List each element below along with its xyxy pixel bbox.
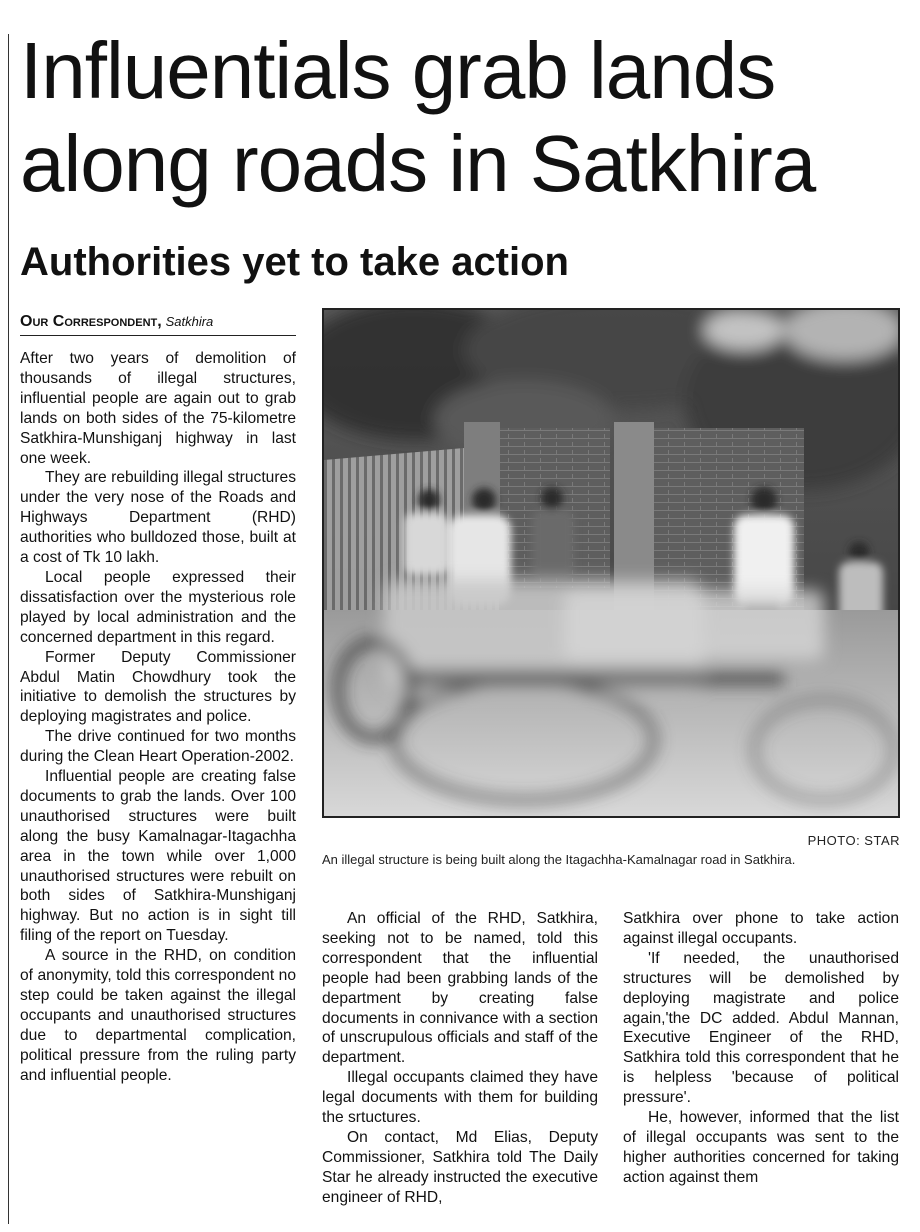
article-column-1 — [20, 349, 296, 1086]
subheadline: Authorities yet to take action — [20, 240, 569, 284]
byline-place: Satkhira — [165, 314, 214, 329]
photo-credit: PHOTO: STAR — [807, 833, 900, 848]
photo-caption: An illegal structure is being built along the Itagachha-Kamalnagar road in Satkhira. — [322, 852, 796, 867]
paragraph: The drive continued for two months during the Clean Heart Operation-2002. — [20, 728, 296, 766]
paragraph: Satkhira over phone to take action against illegal occupants. — [623, 910, 899, 947]
paragraph: Local people expressed their dissatisfaction over the mysterious role played by local administration and the concerned department in this regard. — [20, 568, 296, 646]
byline — [20, 312, 296, 336]
article-column-3 — [623, 909, 899, 1188]
news-photo — [322, 308, 900, 818]
paragraph: Influential people are creating false documents to grab the lands. Over 100 unauthorised structures were built along the busy Kamalnagar-Itagachha area in the town while over 1,000 unauthorised structures were rebuilt on both sides of Satkhira-Munshiganj highway. But no action is in sight till filing of the report on Tuesday. — [20, 768, 296, 945]
byline-name: Our Correspondent, — [20, 313, 162, 330]
article-column-2 — [322, 909, 598, 1208]
headline — [20, 24, 910, 210]
headline-line-1: Influentials grab lands — [20, 26, 776, 115]
paragraph: A source in the RHD, on condition of anonymity, told this correspondent no step could be taken against the illegal occupants and unauthorised structures due to departmental complication, political pressure from the ruling party and influential people. — [20, 947, 296, 1084]
paragraph: He, however, informed that the list of illegal occupants was sent to the higher authorities concerned for taking action against them — [623, 1109, 899, 1186]
paragraph: They are rebuilding illegal structures under the very nose of the Roads and Highways Department (RHD) authorities who bulldozed those, built at a cost of Tk 10 lakh. — [20, 469, 296, 567]
paragraph: Former Deputy Commissioner Abdul Matin Chowdhury took the initiative to demolish the structures by deploying magistrates and police. — [20, 648, 296, 726]
paragraph: Illegal occupants claimed they have legal documents with them for building the srtuctures. — [322, 1069, 598, 1127]
paragraph: On contact, Md Elias, Deputy Commissioner, Satkhira told The Daily Star he already instructed the executive engineer of RHD, — [322, 1128, 598, 1206]
paragraph: An official of the RHD, Satkhira, seeking not to be named, told this correspondent that the influential people had been grabbing lands of the department by creating false documents in connivance with a section of unscrupulous officials and staff of the department. — [322, 910, 598, 1067]
paragraph: 'If needed, the unauthorised structures will be demolished by deploying magistrate and police again,'the DC added. Abdul Mannan, Executive Engineer of the RHD, Satkhira told this correspondent that he is helpless 'because of political pressure'. — [623, 949, 899, 1107]
paragraph: After two years of demolition of thousands of illegal structures, influential people are again out to grab lands on both sides of the 75-kilometre Satkhira-Munshiganj highway in last one week. — [20, 350, 296, 467]
column-rule — [8, 34, 9, 1224]
headline-line-2: along roads in Satkhira — [20, 119, 816, 208]
